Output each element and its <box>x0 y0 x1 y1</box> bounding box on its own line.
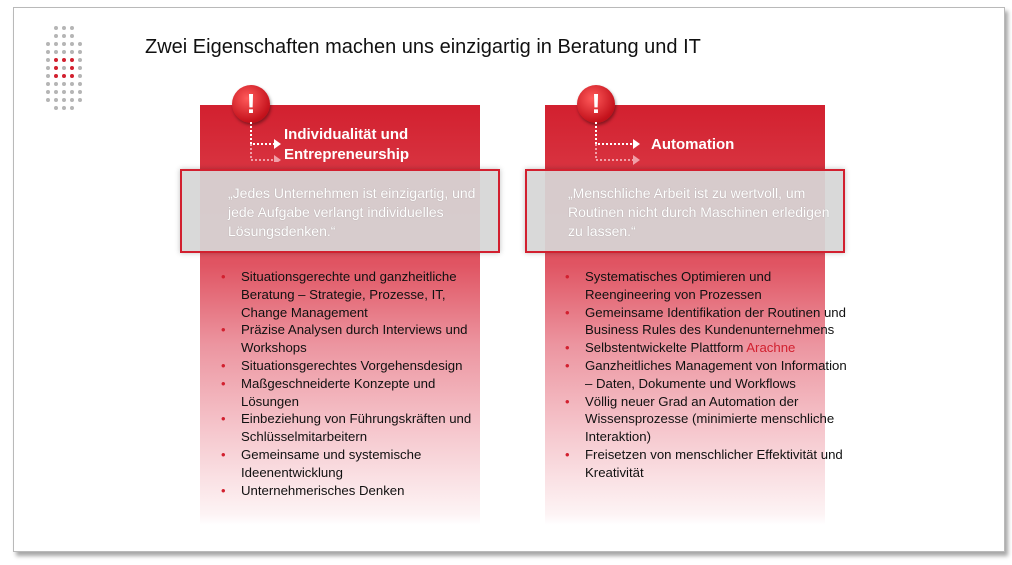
bullet-item <box>563 357 853 393</box>
bullet-dot-icon: • <box>565 269 570 284</box>
bullet-item <box>219 321 489 357</box>
quote-automation: „Menschliche Arbeit ist zu wertvoll, um Routinen nicht durch Maschinen erledigen zu lassen.“ <box>568 185 830 239</box>
dotted-arrow-icon <box>593 122 643 167</box>
bullet-item <box>563 304 853 340</box>
slide <box>13 7 1005 552</box>
dotted-logo-icon <box>34 22 94 122</box>
slide-title: Zwei Eigenschaften machen uns einzigartig in Beratung und IT <box>145 36 701 58</box>
bullet-dot-icon: • <box>565 357 570 373</box>
platform-name: Arachne <box>746 340 796 356</box>
bullet-item <box>219 446 489 482</box>
bullet-text: Maßgeschneiderte Konzepte und Lösungen <box>241 375 436 409</box>
bullet-list-automation <box>563 268 853 482</box>
quote-individuality: „Jedes Unternehmen ist einzigartig, und jede Aufgabe verlangt individuelles Lösungsdenken.“ <box>228 185 476 239</box>
bullet-text: Situationsgerechte und ganzheitliche Beratung – Strategie, Prozesse, IT, Change Management <box>241 269 457 320</box>
bullet-dot-icon: • <box>221 446 226 462</box>
bullet-dot-icon: • <box>221 411 226 427</box>
bullet-item <box>219 375 489 411</box>
bullet-dot-icon: • <box>565 304 570 320</box>
bullet-dot-icon: • <box>565 393 570 409</box>
exclamation-badge-icon: ! <box>577 85 615 123</box>
bullet-text: Ganzheitliches Management von Information – Daten, Dokumente und Workflows <box>585 357 847 391</box>
bullet-text: Selbstentwickelte Plattform <box>585 340 747 356</box>
bullet-dot-icon: • <box>565 446 570 462</box>
dotted-arrow-icon <box>248 122 282 162</box>
bullet-text: Freisetzen von menschlicher Effektivität und Kreativität <box>585 446 843 480</box>
bullet-text: Gemeinsame Identifikation der Routinen und Business Rules des Kundenunternehmens <box>585 304 846 338</box>
bullet-item <box>219 357 489 375</box>
bullet-dot-icon: • <box>221 375 226 391</box>
bullet-text: Gemeinsame und systemische Ideenentwicklung <box>241 446 422 480</box>
bullet-text: Einbeziehung von Führungskräften und Schlüsselmitarbeitern <box>241 411 472 445</box>
bullet-item <box>219 482 489 500</box>
column-heading-automation: Automation <box>651 136 735 153</box>
bullet-item <box>219 268 489 321</box>
bullet-dot-icon: • <box>221 322 226 338</box>
bullet-text: Unternehmerisches Denken <box>241 482 405 498</box>
bullet-text: Völlig neuer Grad an Automation der Wissensprozesse (minimierte menschliche Interaktion) <box>585 393 835 445</box>
bullet-dot-icon: • <box>565 340 570 356</box>
bullet-list-individuality <box>219 268 489 499</box>
bullet-text: Präzise Analysen durch Interviews und Workshops <box>241 322 468 356</box>
bullet-item <box>563 446 853 482</box>
bullet-dot-icon: • <box>221 482 226 498</box>
bullet-item <box>219 410 489 446</box>
bullet-dot-icon: • <box>221 357 226 373</box>
bullet-item <box>563 268 853 304</box>
exclamation-badge-icon: ! <box>232 85 270 123</box>
bullet-item <box>563 339 853 357</box>
bullet-dot-icon: • <box>221 269 226 284</box>
column-heading-individuality: Individualität und Entrepreneurship <box>284 126 410 163</box>
bullet-text: Systematisches Optimieren und Reengineering von Prozessen <box>585 269 772 302</box>
bullet-text: Situationsgerechtes Vorgehensdesign <box>241 357 463 373</box>
bullet-item <box>563 393 853 446</box>
